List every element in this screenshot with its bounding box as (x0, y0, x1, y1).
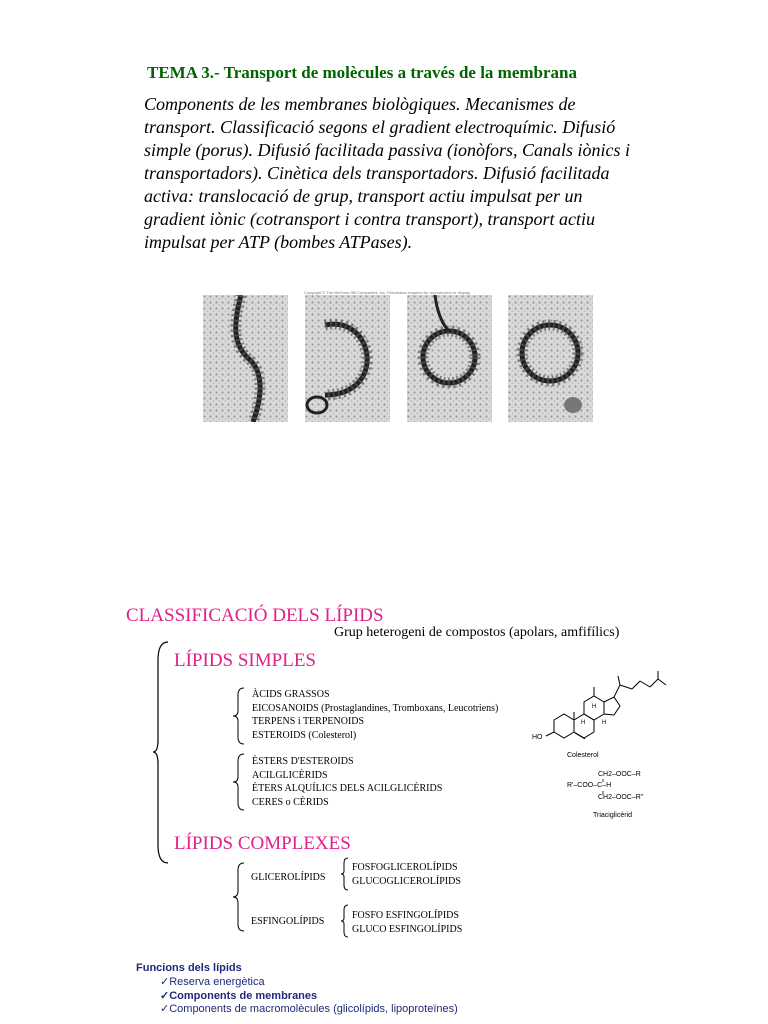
glicerolipids-label: GLICEROLÍPIDS (251, 872, 326, 883)
list-item: ✓Components de macromolècules (glicolípids, lipoproteïnes) (160, 1003, 458, 1015)
complex-brace (232, 862, 246, 932)
functions-list (160, 976, 458, 1017)
functions-title: Funcions dels lípids (136, 962, 242, 974)
list-item: EICOSANOIDS (Prostaglandines, Tromboxans, Leucotriens) (252, 702, 499, 714)
triacyl-bonds (602, 778, 606, 804)
h-label: H (581, 720, 586, 726)
list-item: CERES o CÈRIDS (252, 796, 329, 808)
simple-group1-brace (232, 687, 246, 745)
esfingolipids-brace (340, 904, 350, 938)
micrograph-3 (407, 295, 492, 422)
list-item: ÈTERS ALQUÍLICS DELS ACILGLICÈRIDS (252, 783, 443, 794)
list-item: ACILGLICÈRIDS (252, 769, 328, 781)
lipid-classification-heading: CLASSIFICACIÓ DELS LÍPIDS (126, 605, 384, 626)
topic-summary: Components de les membranes biològiques. Mecanismes de transport. Classificació segons el gradient electroquímic. Difusió simple (porus). Difusió facilitada passiva (ionòfors, Canals iònics i transportadors). Cinètica dels transportadors. Difusió facilitada activa: translocació de grup, transport actiu impulsat per un gradient iònic (cotransport i contra transport), transport actiu impulsat per ATP (bombes ATPases). (144, 94, 631, 252)
triacyl-line3: CH2–OOC–R'' (598, 794, 644, 801)
micrograph-2 (305, 295, 390, 422)
triacyl-label: Triaciglicèrid (593, 812, 633, 819)
triacyl-line1: CH2–OOC–R (598, 771, 641, 778)
list-item: FOSFOGLICEROLÍPIDS (352, 862, 458, 873)
list-item: FOSFO ESFINGOLÍPIDS (352, 910, 459, 921)
list-item: ÀCIDS GRASSOS (252, 689, 330, 700)
list-item: ÈSTERS D'ESTEROIDS (252, 756, 354, 767)
list-item: GLUCOGLICEROLÍPIDS (352, 875, 461, 887)
list-item: ESTEROIDS (Colesterol) (252, 729, 357, 741)
simple-group1-list (252, 688, 498, 742)
simple-group2-brace (232, 753, 246, 811)
lipid-subtitle: Grup heterogeni de compostos (apolars, amfifílics) (334, 625, 620, 640)
micrograph-1 (203, 295, 288, 422)
h-label: H (592, 704, 597, 710)
micrograph-4 (508, 295, 593, 422)
main-brace (152, 640, 172, 865)
cholesterol-label: Colesterol (567, 752, 599, 759)
h-label: H (602, 720, 607, 726)
glicerolipids-brace (340, 857, 350, 891)
esfingolipids-list (352, 909, 462, 936)
list-item: TERPENS i TERPENOIDS (252, 716, 365, 727)
ho-label: HO (532, 734, 543, 741)
simple-group2-list (252, 755, 442, 809)
list-item: ✓Components de membranes (160, 989, 318, 1002)
figure-copyright: Copyright © The McGraw-Hill Companies, Inc. Permission required for reproduction or display. (304, 290, 471, 295)
triacyl-line2: R'–COO–C–H (567, 782, 612, 789)
simple-lipids-heading: LÍPIDS SIMPLES (174, 650, 316, 671)
list-item: ✓Reserva energètica (160, 976, 265, 988)
list-item: GLUCO ESFINGOLÍPIDS (352, 923, 463, 935)
esfingolipids-label: ESFINGOLÍPIDS (251, 916, 325, 927)
page-title: TEMA 3.- Transport de molècules a través de la membrana (147, 63, 577, 82)
glicerolipids-list (352, 861, 461, 888)
cholesterol-structure (530, 675, 670, 750)
complex-lipids-heading: LÍPIDS COMPLEXES (174, 833, 351, 854)
